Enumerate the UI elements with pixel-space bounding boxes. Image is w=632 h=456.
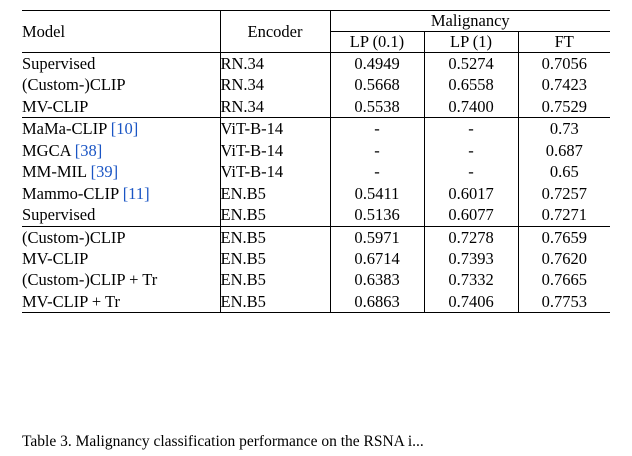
- model-name: (Custom-)CLIP: [22, 75, 126, 95]
- encoder-name: EN.B5: [220, 183, 330, 204]
- value-lp01: 0.5538: [330, 96, 424, 118]
- value-lp01: 0.6714: [330, 248, 424, 269]
- encoder-name: EN.B5: [220, 248, 330, 269]
- results-table: [22, 10, 610, 313]
- encoder-name: RN.34: [220, 74, 330, 95]
- value-lp01: 0.5411: [330, 183, 424, 204]
- citation-link[interactable]: [38]: [74, 140, 103, 160]
- column-header-lp1: LP (1): [424, 32, 518, 53]
- model-name: (Custom-)CLIP: [22, 227, 126, 247]
- table-body: [22, 11, 610, 314]
- value-ft: 0.7753: [518, 291, 610, 313]
- model-name: MV-CLIP: [22, 248, 89, 268]
- model-name: Mammo-CLIP: [22, 183, 119, 203]
- value-lp1: 0.7332: [424, 269, 518, 290]
- column-header-encoder: Encoder: [220, 11, 330, 53]
- value-ft: 0.73: [518, 118, 610, 139]
- value-ft: 0.687: [518, 140, 610, 161]
- value-ft: 0.7257: [518, 183, 610, 204]
- value-ft: 0.7056: [518, 53, 610, 74]
- model-name: MaMa-CLIP: [22, 119, 107, 139]
- value-ft: 0.65: [518, 161, 610, 182]
- value-lp01: -: [330, 161, 424, 182]
- model-name: (Custom-)CLIP + Tr: [22, 270, 158, 290]
- encoder-name: ViT-B-14: [220, 118, 330, 139]
- table-row: [22, 269, 610, 290]
- value-ft: 0.7659: [518, 227, 610, 248]
- value-ft: 0.7423: [518, 74, 610, 95]
- table-row: [22, 53, 610, 74]
- table-caption: Table 3. Malignancy classification performance on the RSNA i...: [22, 433, 424, 450]
- column-header-lp01: LP (0.1): [330, 32, 424, 53]
- encoder-name: ViT-B-14: [220, 140, 330, 161]
- model-name: MV-CLIP: [22, 96, 89, 116]
- model-name: MV-CLIP + Tr: [22, 291, 120, 311]
- table-row: [22, 183, 610, 204]
- citation-link[interactable]: [39]: [90, 162, 119, 182]
- table-row: [22, 248, 610, 269]
- table-row: [22, 96, 610, 118]
- value-ft: 0.7529: [518, 96, 610, 118]
- table-row: [22, 140, 610, 161]
- value-lp1: 0.5274: [424, 53, 518, 74]
- table-row-best: [22, 291, 610, 313]
- table-bottom-rule: [22, 313, 610, 314]
- value-lp1: -: [424, 161, 518, 182]
- citation-link[interactable]: [10]: [110, 119, 139, 139]
- model-name: MGCA: [22, 140, 71, 160]
- table-row: [22, 204, 610, 226]
- value-ft: 0.7620: [518, 248, 610, 269]
- value-lp01: 0.5136: [330, 204, 424, 226]
- value-lp1: 0.7406: [424, 291, 518, 313]
- column-group-header-malignancy: [330, 11, 610, 32]
- value-lp1: 0.7278: [424, 227, 518, 248]
- model-name: MM-MIL: [22, 162, 87, 182]
- value-lp1: -: [424, 140, 518, 161]
- value-lp01: 0.5668: [330, 74, 424, 95]
- value-lp1: 0.7393: [424, 248, 518, 269]
- value-ft: 0.7271: [518, 204, 610, 226]
- table-row: [22, 74, 610, 95]
- column-header-model: Model: [22, 21, 66, 41]
- table-row: [22, 227, 610, 248]
- model-name: Supervised: [22, 205, 96, 225]
- value-lp1: -: [424, 118, 518, 139]
- value-ft: 0.7665: [518, 269, 610, 290]
- value-lp01: 0.5971: [330, 227, 424, 248]
- encoder-name: RN.34: [220, 53, 330, 74]
- encoder-name: EN.B5: [220, 204, 330, 226]
- column-header-ft: FT: [518, 32, 610, 53]
- encoder-name: EN.B5: [220, 269, 330, 290]
- model-name: Supervised: [22, 54, 96, 73]
- value-lp1: 0.7400: [424, 96, 518, 118]
- value-lp01: 0.4949: [330, 53, 424, 74]
- value-lp1: 0.6017: [424, 183, 518, 204]
- citation-link[interactable]: [11]: [122, 183, 150, 203]
- value-lp01: 0.6863: [330, 291, 424, 313]
- header-row-primary: [22, 11, 610, 32]
- table-row: [22, 118, 610, 139]
- value-lp01: 0.6383: [330, 269, 424, 290]
- encoder-name: EN.B5: [220, 291, 330, 313]
- value-lp01: -: [330, 118, 424, 139]
- encoder-name: EN.B5: [220, 227, 330, 248]
- column-group-header-label: Malignancy: [331, 11, 611, 32]
- value-lp01: -: [330, 140, 424, 161]
- table-row: [22, 161, 610, 182]
- encoder-name: ViT-B-14: [220, 161, 330, 182]
- value-lp1: 0.6077: [424, 204, 518, 226]
- encoder-name: RN.34: [220, 96, 330, 118]
- value-lp1: 0.6558: [424, 74, 518, 95]
